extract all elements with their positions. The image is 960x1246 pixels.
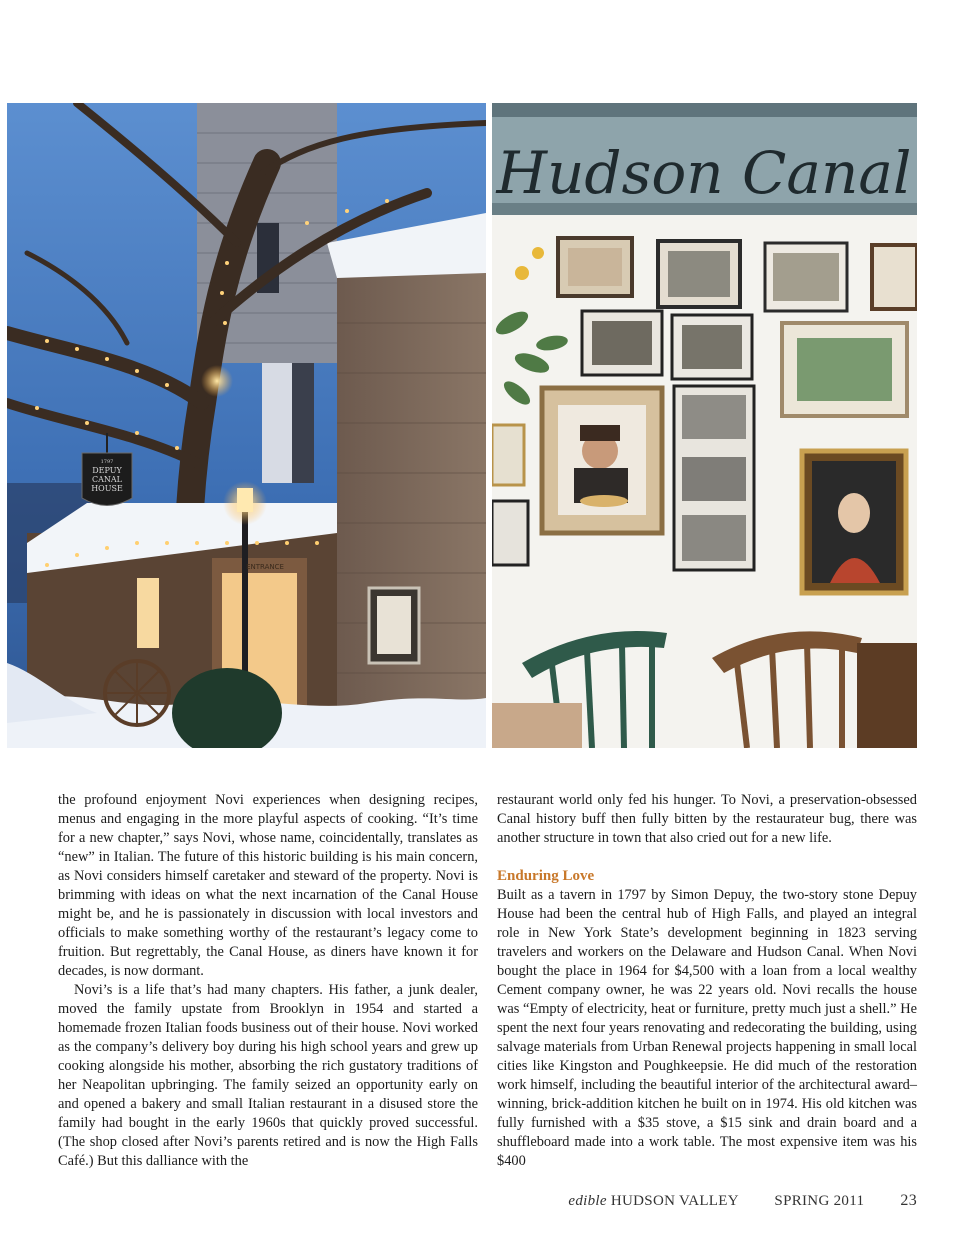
footer-brand-italic: edible xyxy=(568,1193,607,1209)
article-paragraph: restaurant world only fed his hunger. To Novi, a preservation-obsessed Canal history buff then fully bitten by the restaurateur bug, there was another structure in town that also cried out for a new life. xyxy=(497,792,917,846)
hudson-canal-sign: Hudson Canal xyxy=(496,139,912,207)
section-subhead: Enduring Love xyxy=(497,868,595,884)
article-column-left xyxy=(58,791,478,1171)
article-paragraph: the profound enjoyment Novi experiences when designing recipes, menus and engaging in the more playful aspects of cooking. “It’s time for a new chapter,” says Novi, whose name, coincidentally, translates as “new” in Italian. The future of this historic building is his main concern, as Novi considers himself caretaker and steward of the property. Novi is brimming with ideas on what the next incarnation of the Canal House might be, and he is passionately in discussion with local investors and officials to make something worthy of the restaurant’s legacy come to fruition. But regrettably, the Canal House, as diners have known it for decades, is now dormant. xyxy=(58,792,478,979)
page-number: 23 xyxy=(900,1192,917,1209)
footer-brand-name: HUDSON VALLEY xyxy=(610,1193,739,1209)
sign-line-1: DEPUY xyxy=(92,466,122,475)
article-column-right xyxy=(497,791,917,1171)
doorway-sign: ENTRANCE xyxy=(246,563,284,571)
page-footer xyxy=(568,1192,917,1210)
canal-house-illustration xyxy=(7,103,486,748)
interior-illustration xyxy=(492,103,917,748)
sign-line-2: CANAL xyxy=(92,475,122,484)
sign-line-3: HOUSE xyxy=(91,484,123,493)
photo-interior-wall xyxy=(492,103,917,748)
article-paragraph: Built as a tavern in 1797 by Simon Depuy, the two-story stone Depuy House had been the central hub of High Falls, and played an integral role in New York State’s development beginning in 1823 serving travelers and workers on the Delaware and Hudson Canal. When Novi bought the place in 1964 for $4,500 with a loan from a local wealthy Cement company owner, he was 22 years old. Novi recalls the house was “Empty of electricity, heat or furniture, pretty much just a shell.” He spent the next four years renovating and redecorating the building, using salvage materials from Urban Renewal projects happening in small local cities like Kingston and Poughkeepsie. He did much of the restoration work himself, including the beautiful interior of the architectural award–winning, brick-addition kitchen he built on in 1974. His old kitchen was fully furnished with a $35 stove, a $15 sink and drain board and a shuffleboard made into a work table. The most expensive item was his $400 xyxy=(497,887,917,1169)
article-paragraph: Novi’s is a life that’s had many chapters. His father, a junk dealer, moved the family upstate from Brooklyn in 1954 and started a homemade frozen Italian foods business out of their house. Novi worked as the company’s delivery boy during his high school years and grew up cooking alongside his mother, absorbing the rich gustatory traditions of her Neapolitan upbringing. The family seized an opportunity early on and opened a bakery and small Italian restaurant in a disused store the family had bought in the early 1960s that quickly proved successful. (The shop closed after Novi’s parents retired and is now the High Falls Café.) But this dalliance with the xyxy=(58,982,478,1169)
footer-issue: SPRING 2011 xyxy=(774,1193,865,1209)
sign-year: 1797 xyxy=(100,459,114,465)
photo-canal-house-exterior xyxy=(7,103,486,748)
